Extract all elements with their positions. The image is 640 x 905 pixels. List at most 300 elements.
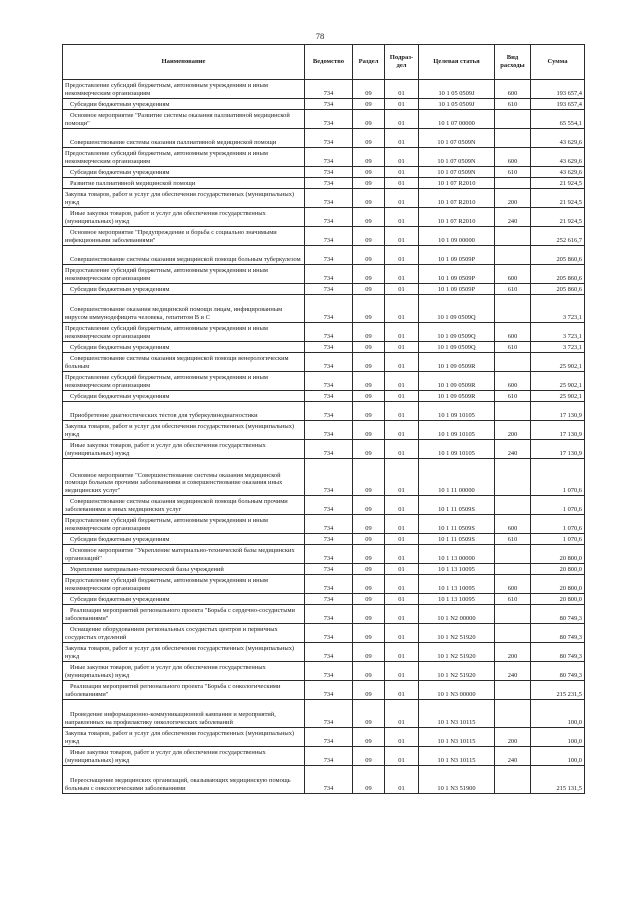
table-row <box>63 80 585 99</box>
cell-section: 09 <box>353 662 385 681</box>
cell-target: 10 1 05 0509J <box>419 99 495 110</box>
cell-sum: 20 800,0 <box>531 594 585 605</box>
cell-section: 09 <box>353 440 385 459</box>
cell-name: Предоставление субсидий бюджетным, автономным учреждениям и иным некоммерческим организациям <box>63 372 305 391</box>
cell-section: 09 <box>353 284 385 295</box>
cell-name: Проведение информационно-коммуникационной кампании и мероприятий, направленных на профилактику онкологических заболеваний <box>63 700 305 728</box>
cell-name: Основное мероприятие "Совершенствование системы оказания медицинской помощи больным прочими заболеваниями и совершенствование оказания иных медицинских услуг" <box>63 459 305 496</box>
cell-target: 10 1 09 0509P <box>419 265 495 284</box>
cell-target: 10 1 09 10105 <box>419 421 495 440</box>
cell-dept: 734 <box>305 178 353 189</box>
cell-dept: 734 <box>305 440 353 459</box>
cell-section: 09 <box>353 167 385 178</box>
cell-subsection: 01 <box>385 605 419 624</box>
cell-name: Предоставление субсидий бюджетным, автономным учреждениям и иным некоммерческим организациям <box>63 323 305 342</box>
cell-dept: 734 <box>305 402 353 421</box>
cell-subsection: 01 <box>385 402 419 421</box>
cell-sum: 25 902,1 <box>531 372 585 391</box>
cell-dept: 734 <box>305 208 353 227</box>
table-row <box>63 208 585 227</box>
cell-target: 10 1 07 0509N <box>419 148 495 167</box>
col-header-target: Целевая статья <box>419 45 495 80</box>
cell-dept: 734 <box>305 284 353 295</box>
cell-sum: 17 130,9 <box>531 440 585 459</box>
cell-dept: 734 <box>305 246 353 265</box>
cell-exp-type: 600 <box>495 323 531 342</box>
cell-target: 10 1 09 0509R <box>419 391 495 402</box>
cell-dept: 734 <box>305 728 353 747</box>
cell-target: 10 1 N3 51900 <box>419 766 495 794</box>
cell-exp-type: 600 <box>495 148 531 167</box>
cell-name: Основное мероприятие "Предупреждение и борьба с социально значимыми инфекционными заболеваниями" <box>63 227 305 246</box>
cell-exp-type <box>495 564 531 575</box>
cell-subsection: 01 <box>385 440 419 459</box>
cell-exp-type <box>495 295 531 323</box>
table-row <box>63 545 585 564</box>
cell-exp-type <box>495 624 531 643</box>
cell-name: Совершенствование системы оказания медицинской помощи венерологическим больным <box>63 353 305 372</box>
cell-name: Предоставление субсидий бюджетным, автономным учреждениям и иным некоммерческим организациям <box>63 515 305 534</box>
cell-sum: 3 723,1 <box>531 342 585 353</box>
table-row <box>63 227 585 246</box>
cell-exp-type: 240 <box>495 208 531 227</box>
cell-name: Субсидии бюджетным учреждениям <box>63 99 305 110</box>
cell-exp-type: 610 <box>495 391 531 402</box>
cell-section: 09 <box>353 295 385 323</box>
cell-section: 09 <box>353 208 385 227</box>
cell-name: Укрепление материально-технической базы учреждений <box>63 564 305 575</box>
table-row <box>63 728 585 747</box>
cell-sum: 205 860,6 <box>531 284 585 295</box>
table-row <box>63 575 585 594</box>
cell-section: 09 <box>353 265 385 284</box>
cell-target: 10 1 11 0509S <box>419 515 495 534</box>
cell-exp-type <box>495 605 531 624</box>
cell-target: 10 1 07 R2010 <box>419 178 495 189</box>
cell-sum: 65 554,1 <box>531 110 585 129</box>
cell-section: 09 <box>353 402 385 421</box>
cell-sum: 17 130,9 <box>531 421 585 440</box>
cell-subsection: 01 <box>385 342 419 353</box>
cell-sum: 20 800,0 <box>531 545 585 564</box>
cell-dept: 734 <box>305 295 353 323</box>
cell-subsection: 01 <box>385 265 419 284</box>
cell-target: 10 1 N3 10115 <box>419 700 495 728</box>
cell-subsection: 01 <box>385 662 419 681</box>
cell-exp-type: 610 <box>495 342 531 353</box>
cell-section: 09 <box>353 246 385 265</box>
cell-dept: 734 <box>305 265 353 284</box>
cell-dept: 734 <box>305 575 353 594</box>
cell-subsection: 01 <box>385 148 419 167</box>
cell-name: Иные закупки товаров, работ и услуг для обеспечения государственных (муниципальных) нужд <box>63 662 305 681</box>
cell-section: 09 <box>353 323 385 342</box>
cell-target: 10 1 11 0509S <box>419 534 495 545</box>
cell-target: 10 1 07 R2010 <box>419 208 495 227</box>
cell-exp-type: 200 <box>495 728 531 747</box>
cell-target: 10 1 09 00000 <box>419 227 495 246</box>
cell-sum: 43 629,6 <box>531 148 585 167</box>
cell-target: 10 1 11 00000 <box>419 459 495 496</box>
cell-sum: 21 924,5 <box>531 208 585 227</box>
table-row <box>63 681 585 700</box>
table-row <box>63 440 585 459</box>
cell-section: 09 <box>353 342 385 353</box>
cell-subsection: 01 <box>385 575 419 594</box>
cell-dept: 734 <box>305 681 353 700</box>
cell-sum: 21 924,5 <box>531 189 585 208</box>
cell-dept: 734 <box>305 189 353 208</box>
cell-name: Предоставление субсидий бюджетным, автономным учреждениям и иным некоммерческим организациям <box>63 265 305 284</box>
cell-subsection: 01 <box>385 496 419 515</box>
cell-sum: 20 800,0 <box>531 575 585 594</box>
cell-name: Переоснащение медицинских организаций, оказывающих медицинскую помощь больным с онкологическими заболеваниями <box>63 766 305 794</box>
table-row <box>63 148 585 167</box>
cell-exp-type: 200 <box>495 189 531 208</box>
cell-sum: 1 070,6 <box>531 534 585 545</box>
cell-dept: 734 <box>305 323 353 342</box>
cell-name: Основное мероприятие "Развитие системы оказания паллиативной медицинской помощи" <box>63 110 305 129</box>
cell-section: 09 <box>353 515 385 534</box>
cell-dept: 734 <box>305 129 353 148</box>
cell-subsection: 01 <box>385 391 419 402</box>
table-row <box>63 323 585 342</box>
cell-target: 10 1 07 00000 <box>419 110 495 129</box>
table-row <box>63 189 585 208</box>
table-row <box>63 594 585 605</box>
cell-section: 09 <box>353 391 385 402</box>
cell-target: 10 1 09 0509R <box>419 353 495 372</box>
cell-subsection: 01 <box>385 323 419 342</box>
cell-name: Субсидии бюджетным учреждениям <box>63 391 305 402</box>
cell-name: Совершенствование системы оказания медицинской помощи больным туберкулезом <box>63 246 305 265</box>
table-row <box>63 284 585 295</box>
cell-exp-type: 600 <box>495 372 531 391</box>
cell-exp-type: 610 <box>495 167 531 178</box>
table-row <box>63 167 585 178</box>
table-row <box>63 129 585 148</box>
cell-target: 10 1 N2 00000 <box>419 605 495 624</box>
cell-section: 09 <box>353 624 385 643</box>
table-row <box>63 391 585 402</box>
cell-target: 10 1 13 10095 <box>419 575 495 594</box>
cell-sum: 80 749,3 <box>531 605 585 624</box>
cell-section: 09 <box>353 178 385 189</box>
col-header-name: Наименование <box>63 45 305 80</box>
cell-section: 09 <box>353 227 385 246</box>
cell-sum: 17 130,9 <box>531 402 585 421</box>
cell-dept: 734 <box>305 391 353 402</box>
cell-name: Субсидии бюджетным учреждениям <box>63 167 305 178</box>
cell-subsection: 01 <box>385 421 419 440</box>
cell-name: Иные закупки товаров, работ и услуг для обеспечения государственных (муниципальных) нужд <box>63 440 305 459</box>
cell-name: Совершенствование системы оказания медицинской помощи больным прочими заболеваниями и иных медицинских услуг <box>63 496 305 515</box>
cell-subsection: 01 <box>385 747 419 766</box>
cell-name: Субсидии бюджетным учреждениям <box>63 594 305 605</box>
cell-subsection: 01 <box>385 545 419 564</box>
table-row <box>63 496 585 515</box>
cell-section: 09 <box>353 421 385 440</box>
cell-section: 09 <box>353 575 385 594</box>
cell-subsection: 01 <box>385 515 419 534</box>
cell-target: 10 1 N2 51920 <box>419 643 495 662</box>
cell-dept: 734 <box>305 534 353 545</box>
cell-target: 10 1 07 R2010 <box>419 189 495 208</box>
cell-target: 10 1 N3 00000 <box>419 681 495 700</box>
cell-target: 10 1 09 0509P <box>419 284 495 295</box>
cell-target: 10 1 11 0509S <box>419 496 495 515</box>
cell-sum: 100,0 <box>531 700 585 728</box>
cell-target: 10 1 07 0509N <box>419 167 495 178</box>
table-row <box>63 353 585 372</box>
cell-section: 09 <box>353 681 385 700</box>
cell-sum: 25 902,1 <box>531 353 585 372</box>
cell-section: 09 <box>353 605 385 624</box>
cell-dept: 734 <box>305 99 353 110</box>
cell-name: Закупка товаров, работ и услуг для обеспечения государственных (муниципальных) нужд <box>63 643 305 662</box>
table-row <box>63 662 585 681</box>
cell-name: Субсидии бюджетным учреждениям <box>63 534 305 545</box>
cell-exp-type: 600 <box>495 265 531 284</box>
cell-exp-type <box>495 459 531 496</box>
cell-dept: 734 <box>305 421 353 440</box>
table-row <box>63 402 585 421</box>
cell-exp-type <box>495 545 531 564</box>
cell-subsection: 01 <box>385 353 419 372</box>
cell-sum: 43 629,6 <box>531 129 585 148</box>
cell-target: 10 1 N3 10115 <box>419 728 495 747</box>
cell-name: Оснащение оборудованием региональных сосудистых центров и первичных сосудистых отделений <box>63 624 305 643</box>
cell-name: Предоставление субсидий бюджетным, автономным учреждениям и иным некоммерческим организациям <box>63 575 305 594</box>
cell-subsection: 01 <box>385 700 419 728</box>
cell-sum: 1 070,6 <box>531 496 585 515</box>
cell-section: 09 <box>353 148 385 167</box>
cell-name: Субсидии бюджетным учреждениям <box>63 342 305 353</box>
cell-exp-type <box>495 110 531 129</box>
table-row <box>63 372 585 391</box>
cell-exp-type <box>495 766 531 794</box>
cell-section: 09 <box>353 496 385 515</box>
cell-name: Субсидии бюджетным учреждениям <box>63 284 305 295</box>
cell-name: Закупка товаров, работ и услуг для обеспечения государственных (муниципальных) нужд <box>63 728 305 747</box>
cell-section: 09 <box>353 564 385 575</box>
cell-section: 09 <box>353 353 385 372</box>
cell-subsection: 01 <box>385 459 419 496</box>
cell-subsection: 01 <box>385 681 419 700</box>
cell-section: 09 <box>353 747 385 766</box>
cell-sum: 25 902,1 <box>531 391 585 402</box>
cell-dept: 734 <box>305 766 353 794</box>
cell-subsection: 01 <box>385 227 419 246</box>
cell-sum: 252 616,7 <box>531 227 585 246</box>
cell-exp-type: 610 <box>495 99 531 110</box>
table-row <box>63 295 585 323</box>
table-row <box>63 459 585 496</box>
cell-exp-type: 600 <box>495 515 531 534</box>
cell-subsection: 01 <box>385 178 419 189</box>
cell-subsection: 01 <box>385 129 419 148</box>
cell-section: 09 <box>353 189 385 208</box>
cell-subsection: 01 <box>385 624 419 643</box>
cell-section: 09 <box>353 110 385 129</box>
cell-exp-type <box>495 353 531 372</box>
cell-section: 09 <box>353 545 385 564</box>
col-header-section: Раздел <box>353 45 385 80</box>
cell-sum: 3 723,1 <box>531 323 585 342</box>
cell-exp-type: 610 <box>495 284 531 295</box>
table-row <box>63 605 585 624</box>
cell-exp-type <box>495 227 531 246</box>
cell-sum: 80 749,3 <box>531 662 585 681</box>
table-row <box>63 178 585 189</box>
cell-dept: 734 <box>305 372 353 391</box>
cell-dept: 734 <box>305 515 353 534</box>
cell-dept: 734 <box>305 148 353 167</box>
cell-name: Приобретение диагностических тестов для туберкулинодиагностики <box>63 402 305 421</box>
cell-section: 09 <box>353 99 385 110</box>
table-row <box>63 624 585 643</box>
cell-subsection: 01 <box>385 246 419 265</box>
cell-subsection: 01 <box>385 189 419 208</box>
cell-dept: 734 <box>305 110 353 129</box>
cell-section: 09 <box>353 643 385 662</box>
cell-target: 10 1 09 0509P <box>419 246 495 265</box>
cell-dept: 734 <box>305 227 353 246</box>
cell-name: Совершенствование системы оказания паллиативной медицинской помощи <box>63 129 305 148</box>
cell-subsection: 01 <box>385 110 419 129</box>
cell-exp-type <box>495 681 531 700</box>
cell-exp-type: 600 <box>495 80 531 99</box>
cell-dept: 734 <box>305 564 353 575</box>
cell-target: 10 1 13 10095 <box>419 594 495 605</box>
cell-dept: 734 <box>305 747 353 766</box>
col-header-subsection: Подраз-дел <box>385 45 419 80</box>
table-row <box>63 421 585 440</box>
cell-sum: 80 749,3 <box>531 624 585 643</box>
table-row <box>63 265 585 284</box>
cell-sum: 43 629,6 <box>531 167 585 178</box>
cell-target: 10 1 09 0509Q <box>419 323 495 342</box>
cell-sum: 1 070,6 <box>531 459 585 496</box>
cell-section: 09 <box>353 728 385 747</box>
cell-subsection: 01 <box>385 167 419 178</box>
cell-target: 10 1 09 0509Q <box>419 295 495 323</box>
cell-sum: 100,0 <box>531 747 585 766</box>
cell-dept: 734 <box>305 353 353 372</box>
cell-target: 10 1 05 0509J <box>419 80 495 99</box>
cell-section: 09 <box>353 129 385 148</box>
cell-exp-type <box>495 700 531 728</box>
cell-target: 10 1 09 0509R <box>419 372 495 391</box>
cell-section: 09 <box>353 80 385 99</box>
cell-subsection: 01 <box>385 295 419 323</box>
cell-name: Иные закупки товаров, работ и услуг для обеспечения государственных (муниципальных) нужд <box>63 208 305 227</box>
cell-dept: 734 <box>305 80 353 99</box>
cell-target: 10 1 13 10095 <box>419 564 495 575</box>
cell-subsection: 01 <box>385 594 419 605</box>
cell-sum: 193 657,4 <box>531 99 585 110</box>
cell-sum: 205 860,6 <box>531 246 585 265</box>
cell-exp-type: 200 <box>495 421 531 440</box>
cell-dept: 734 <box>305 624 353 643</box>
cell-dept: 734 <box>305 167 353 178</box>
table-row <box>63 342 585 353</box>
cell-exp-type: 240 <box>495 747 531 766</box>
cell-dept: 734 <box>305 545 353 564</box>
table-row <box>63 110 585 129</box>
cell-exp-type: 610 <box>495 534 531 545</box>
table-row <box>63 564 585 575</box>
cell-sum: 215 131,5 <box>531 766 585 794</box>
table-row <box>63 766 585 794</box>
cell-exp-type: 200 <box>495 643 531 662</box>
cell-dept: 734 <box>305 342 353 353</box>
table-body <box>63 80 585 794</box>
cell-exp-type: 240 <box>495 662 531 681</box>
cell-name: Предоставление субсидий бюджетным, автономным учреждениям и иным некоммерческим организациям <box>63 80 305 99</box>
table-header-row <box>63 45 585 80</box>
cell-exp-type: 600 <box>495 575 531 594</box>
cell-sum: 215 231,5 <box>531 681 585 700</box>
cell-dept: 734 <box>305 594 353 605</box>
cell-section: 09 <box>353 594 385 605</box>
cell-exp-type <box>495 496 531 515</box>
cell-subsection: 01 <box>385 643 419 662</box>
cell-sum: 100,0 <box>531 728 585 747</box>
cell-name: Предоставление субсидий бюджетным, автономным учреждениям и иным некоммерческим организациям <box>63 148 305 167</box>
cell-dept: 734 <box>305 643 353 662</box>
cell-exp-type <box>495 129 531 148</box>
cell-name: Реализация мероприятий регионального проекта "Борьба с онкологическими заболеваниями" <box>63 681 305 700</box>
cell-name: Закупка товаров, работ и услуг для обеспечения государственных (муниципальных) нужд <box>63 421 305 440</box>
cell-name: Иные закупки товаров, работ и услуг для обеспечения государственных (муниципальных) нужд <box>63 747 305 766</box>
cell-target: 10 1 09 10105 <box>419 402 495 421</box>
cell-dept: 734 <box>305 459 353 496</box>
table-row <box>63 515 585 534</box>
col-header-dept: Ведомство <box>305 45 353 80</box>
cell-dept: 734 <box>305 496 353 515</box>
col-header-sum: Сумма <box>531 45 585 80</box>
cell-subsection: 01 <box>385 80 419 99</box>
cell-exp-type <box>495 246 531 265</box>
cell-section: 09 <box>353 459 385 496</box>
cell-target: 10 1 13 00000 <box>419 545 495 564</box>
cell-target: 10 1 07 0509N <box>419 129 495 148</box>
cell-sum: 21 924,5 <box>531 178 585 189</box>
cell-dept: 734 <box>305 605 353 624</box>
cell-dept: 734 <box>305 662 353 681</box>
table-row <box>63 643 585 662</box>
cell-subsection: 01 <box>385 728 419 747</box>
table-row <box>63 246 585 265</box>
cell-name: Основное мероприятие "Укрепление материально-технической базы медицинских организаций" <box>63 545 305 564</box>
cell-subsection: 01 <box>385 372 419 391</box>
cell-target: 10 1 N2 51920 <box>419 624 495 643</box>
cell-target: 10 1 N2 51920 <box>419 662 495 681</box>
cell-target: 10 1 N3 10115 <box>419 747 495 766</box>
cell-sum: 20 800,0 <box>531 564 585 575</box>
cell-subsection: 01 <box>385 208 419 227</box>
table-row <box>63 534 585 545</box>
cell-name: Реализация мероприятий регионального проекта "Борьба с сердечно-сосудистыми заболеваниями" <box>63 605 305 624</box>
table-row <box>63 747 585 766</box>
cell-exp-type: 610 <box>495 594 531 605</box>
budget-table <box>62 44 585 794</box>
cell-exp-type <box>495 402 531 421</box>
cell-section: 09 <box>353 700 385 728</box>
col-header-exp-type: Вид расходы <box>495 45 531 80</box>
cell-subsection: 01 <box>385 766 419 794</box>
